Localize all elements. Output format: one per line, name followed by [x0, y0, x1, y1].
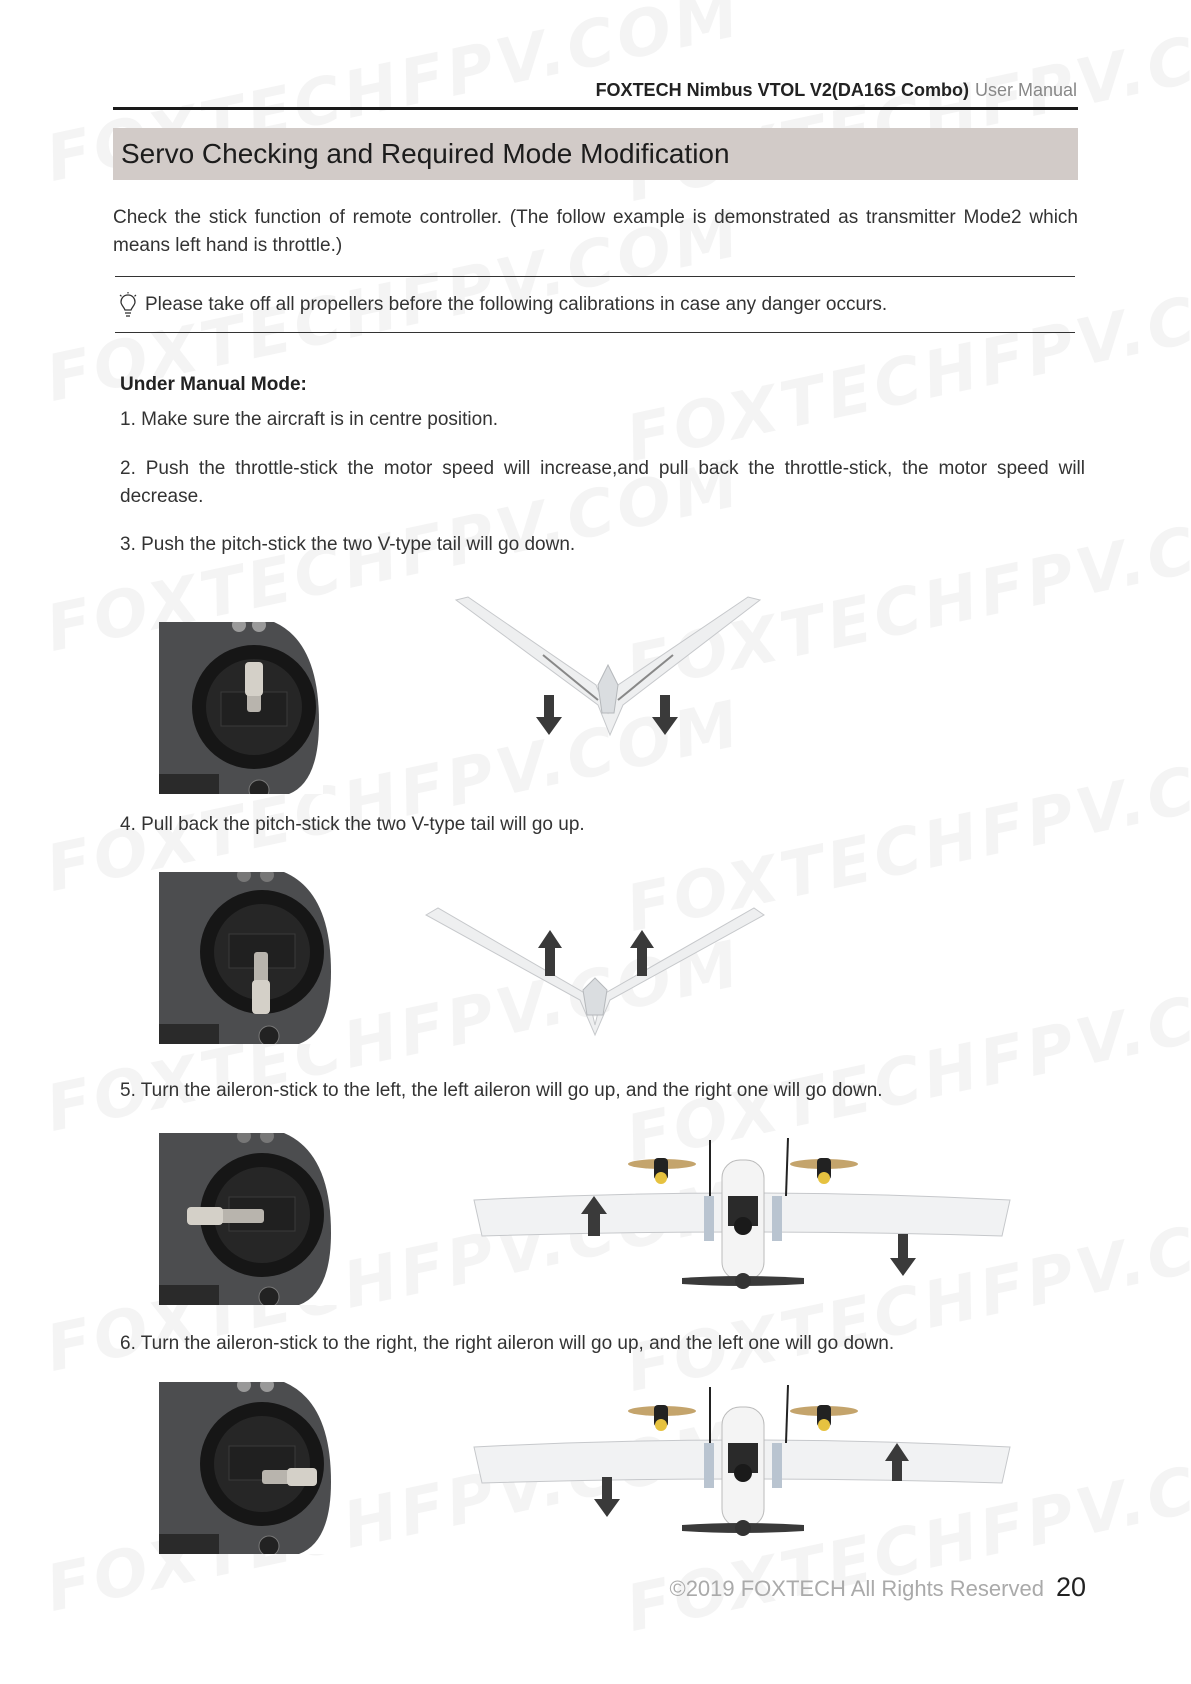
header-doc-type: User Manual: [974, 80, 1077, 100]
section-title-bar: [113, 128, 1078, 180]
section-heading: Under Manual Mode:: [120, 374, 307, 395]
v-tail-up-image: [420, 900, 770, 1040]
header-rule: [113, 107, 1078, 110]
copyright-text: ©2019 FOXTECH All Rights Reserved: [669, 1576, 1044, 1601]
header-brand: FOXTECH Nimbus VTOL V2(DA16S Combo): [595, 80, 969, 100]
step-6: 6. Turn the aileron-stick to the right, the right aileron will go up, and the left one will go down.: [120, 1333, 895, 1354]
step-5: 5. Turn the aileron-stick to the left, the left aileron will go up, and the right one will go down.: [120, 1080, 883, 1101]
v-tail-down-image: [448, 595, 768, 740]
aircraft-aileron-right-image: [472, 1385, 1012, 1555]
page-number: 20: [1055, 1572, 1086, 1602]
controller-stick-forward-image: [159, 622, 323, 794]
page-footer: [669, 1572, 1086, 1603]
note-text: Please take off all propellers before the following calibrations in case any danger occurs.: [145, 293, 888, 315]
controller-stick-left-image: [159, 1133, 337, 1305]
controller-stick-back-image: [159, 872, 337, 1044]
step-4: 4. Pull back the pitch-stick the two V-type tail will go up.: [120, 814, 585, 835]
note-box: [115, 276, 1075, 333]
step-2: 2. Push the throttle-stick the motor speed will increase,and pull back the throttle-stick, the motor speed will decrease.: [120, 458, 1085, 507]
lightbulb-icon: [119, 292, 137, 318]
page-title: Servo Checking and Required Mode Modification: [121, 138, 730, 169]
page-header: [596, 80, 1077, 101]
aircraft-aileron-left-image: [472, 1138, 1012, 1308]
step-1: 1. Make sure the aircraft is in centre position.: [120, 409, 499, 430]
intro-paragraph: Check the stick function of remote controller. (The follow example is demonstrated as transmitter Mode2 which means left hand is throttle.): [113, 207, 1078, 256]
step-3: 3. Push the pitch-stick the two V-type tail will go down.: [120, 534, 576, 555]
controller-stick-right-image: [159, 1382, 337, 1554]
